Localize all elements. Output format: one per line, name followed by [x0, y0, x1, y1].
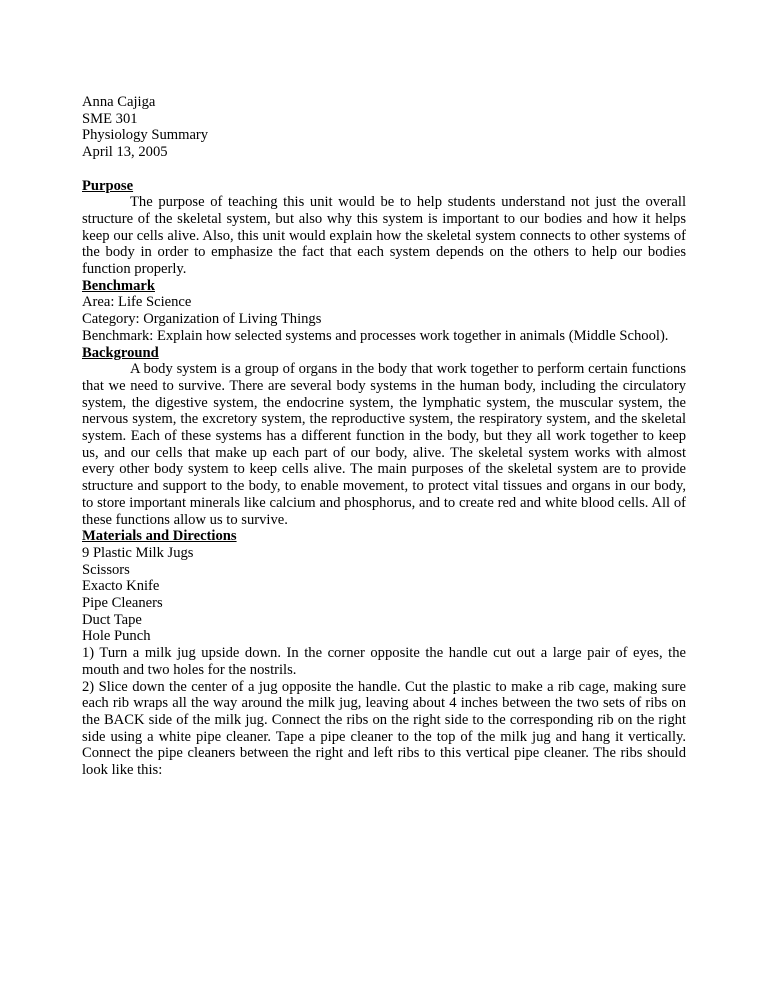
material-item: Scissors	[82, 561, 130, 578]
purpose-heading: Purpose	[82, 177, 134, 194]
materials-heading: Materials and Directions	[82, 528, 237, 545]
document-header	[82, 94, 686, 161]
author-name: Anna Cajiga	[82, 94, 156, 110]
background-paragraph: A body system is a group of organs in the body that work together to perform certain functions that we need to survive. There are several body systems in the human body, including the circulatory system, the digestive system, the endocrine system, the lymphatic system, the muscular system, the nervous system, the excretory system, the reproductive system, the respiratory system, and the skeletal system. Each of these systems has a different function in the body, but they all work together to keep us, and our cells that make up each part of our body, alive. The skeletal system works with almost every other body system to keep cells alive. The main purposes of the skeletal system are to provide structure and support to the body, to enable movement, to protect vital tissues and organs in our body, to store important minerals like calcium and phosphorus, and to create red and white blood cells. All of these functions allow us to survive.	[82, 361, 686, 528]
background-section	[82, 345, 686, 529]
material-item: 9 Plastic Milk Jugs	[82, 544, 194, 561]
document-title: Physiology Summary	[82, 127, 209, 144]
course-code: SME 301	[82, 110, 138, 127]
benchmark-area: Area: Life Science	[82, 294, 192, 311]
materials-section	[82, 528, 686, 779]
benchmark-section	[82, 278, 686, 345]
document-page	[82, 94, 686, 779]
benchmark-category: Category: Organization of Living Things	[82, 311, 322, 328]
spacer	[82, 161, 686, 178]
benchmark-heading: Benchmark	[82, 277, 155, 294]
material-item: Duct Tape	[82, 611, 142, 628]
material-item: Pipe Cleaners	[82, 595, 163, 612]
material-item: Hole Punch	[82, 628, 151, 645]
background-heading: Background	[82, 344, 159, 361]
material-item: Exacto Knife	[82, 578, 160, 595]
benchmark-statement: Benchmark: Explain how selected systems and processes work together in animals (Middle School).	[82, 327, 669, 344]
purpose-paragraph: The purpose of teaching this unit would be to help students understand not just the overall structure of the skeletal system, but also why this system is important to our bodies and how it helps keep our cells alive. Also, this unit would explain how the skeletal system connects to other systems of the body in order to emphasize the fact that each system depends on the others to help our bodies function properly.	[82, 194, 686, 278]
document-date: April 13, 2005	[82, 144, 168, 161]
purpose-section	[82, 178, 686, 278]
direction-step: 1) Turn a milk jug upside down. In the corner opposite the handle cut out a large pair of eyes, the mouth and two holes for the nostrils.	[82, 645, 686, 678]
direction-step: 2) Slice down the center of a jug opposite the handle. Cut the plastic to make a rib cage, making sure each rib wraps all the way around the milk jug, leaving about 4 inches between the two sets of ribs on the BACK side of the milk jug. Connect the ribs on the right side to the corresponding rib on the right side using a white pipe cleaner. Tape a pipe cleaner to the top of the milk jug and hang it vertically. Connect the pipe cleaners between the right and left ribs to this vertical pipe cleaner. The ribs should look like this:	[82, 678, 686, 779]
